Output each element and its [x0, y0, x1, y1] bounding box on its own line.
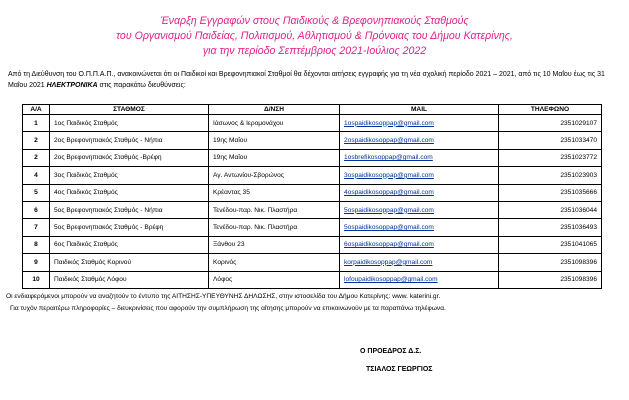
intro-text: Από τη Διεύθυνση του Ο.Π.Π.Α.Π., ανακοινώνεται ότι οι Παιδικοί και Βρεφονηπιακοί Σταθμοί θα δέχονται αιτήσεις εγγραφής για τη νέα σχολική περίοδο 2021 – 2021, από τις 10 Μαΐου έως τις 31 Μαΐου 2021 — [8, 71, 605, 89]
row-phone: 2351023772 — [499, 149, 602, 166]
row-station: 5ος Βρεφονηπιακός Σταθμός - Νήπια — [50, 201, 209, 218]
row-mail-link[interactable]: 4ospaidikosoppap@gmail.com — [340, 184, 499, 201]
row-address: Ιάσωνος & Ιερομονάχου — [209, 115, 340, 132]
row-num: 5 — [23, 184, 50, 201]
row-mail-link[interactable]: lofoupaidikosoppap@gmail.com — [340, 271, 499, 288]
header-address: Δ/ΝΣΗ — [209, 105, 340, 115]
table-row — [23, 132, 602, 149]
intro-emphasis: ΗΛΕΚΤΡΟΝΙΚΑ — [46, 81, 98, 89]
row-num: 6 — [23, 201, 50, 218]
table-row — [23, 236, 602, 253]
row-station: 1ος Παιδικός Σταθμός — [50, 115, 209, 132]
row-mail-link[interactable]: 5ospaidikosoppap@gmail.com — [340, 201, 499, 218]
note-website: Οι ενδιαφερόμενοι μπορούν να αναζητούν το έντυπο της ΑΙΤΗΣΗΣ-ΥΠΕΥΘΥΝΗΣ ΔΗΛΩΣΗΣ, στην ιστοσελίδα του Δήμου Κατερίνης: www. katerini.gr. — [6, 293, 441, 300]
row-num: 4 — [23, 167, 50, 184]
row-num: 7 — [23, 219, 50, 236]
table-header-row — [23, 105, 602, 115]
table-row — [23, 167, 602, 184]
header-mail: MAIL — [340, 105, 499, 115]
row-phone: 2351023903 — [499, 167, 602, 184]
row-mail-link[interactable]: 3ospaidikosoppap@gmail.com — [340, 167, 499, 184]
schools-table — [22, 104, 602, 289]
document-title — [0, 14, 629, 59]
row-address: Αγ. Αντωνίου-Σβορώνος — [209, 167, 340, 184]
signature-name: ΤΣΙΑΛΟΣ ΓΕΩΡΓΙΟΣ — [366, 366, 433, 373]
intro-text-end: στις παρακάτω διευθύνσεις: — [99, 81, 186, 89]
header-num: Α/Α — [23, 105, 50, 115]
title-line-2: του Οργανισμού Παιδείας, Πολιτισμού, Αθλητισμού & Πρόνοιας του Δήμου Κατερίνης, — [116, 30, 513, 42]
row-station: 6ος Παιδικός Σταθμός — [50, 236, 209, 253]
table-row — [23, 149, 602, 166]
row-address: 19ης Μαΐου — [209, 149, 340, 166]
table-row — [23, 271, 602, 288]
row-address: Ξάνθου 23 — [209, 236, 340, 253]
table-row — [23, 115, 602, 132]
row-phone: 2351098396 — [499, 254, 602, 271]
title-line-1: Έναρξη Εγγραφών στους Παιδικούς & Βρεφονηπιακούς Σταθμούς — [160, 15, 469, 27]
row-num: 10 — [23, 271, 50, 288]
row-address: Τενέδου-παρ. Νικ. Πλαστήρα — [209, 201, 340, 218]
row-num: 1 — [23, 115, 50, 132]
row-phone: 2351041065 — [499, 236, 602, 253]
row-num: 9 — [23, 254, 50, 271]
row-num: 8 — [23, 236, 50, 253]
row-address: 19ης Μαΐου — [209, 132, 340, 149]
row-mail-link[interactable]: 5ospaidikosoppap@gmail.com — [340, 219, 499, 236]
row-address: Κρέαντας 35 — [209, 184, 340, 201]
header-station: ΣΤΑΘΜΟΣ — [50, 105, 209, 115]
row-phone: 2351029107 — [499, 115, 602, 132]
row-mail-link[interactable]: 2ospaidikosoppap@gmail.com — [340, 132, 499, 149]
row-station: 4ος Παιδικός Σταθμός — [50, 184, 209, 201]
table-row — [23, 201, 602, 218]
row-station: Παιδικός Σταθμός Λόφου — [50, 271, 209, 288]
row-station: 2ος Βρεφονηπιακός Σταθμός -Βρέφη — [50, 149, 209, 166]
row-station: Παιδικός Σταθμός Κορινού — [50, 254, 209, 271]
row-phone: 2351033470 — [499, 132, 602, 149]
row-phone: 2351036044 — [499, 201, 602, 218]
row-num: 2 — [23, 132, 50, 149]
row-num: 2 — [23, 149, 50, 166]
row-address: Κορινός — [209, 254, 340, 271]
row-phone: 2351098396 — [499, 271, 602, 288]
row-mail-link[interactable]: 1osbrefikosoppap@gmail.com — [340, 149, 499, 166]
row-address: Τενέδου-παρ. Νικ. Πλαστήρα — [209, 219, 340, 236]
row-phone: 2351035666 — [499, 184, 602, 201]
row-mail-link[interactable]: 6ospaidikosoppap@gmail.com — [340, 236, 499, 253]
header-phone: ΤΗΛΕΦΩΝΟ — [499, 105, 602, 115]
row-station: 5ος Βρεφονηπιακός Σταθμός - Βρέφη — [50, 219, 209, 236]
title-line-3: για την περίοδο Σεπτέμβριος 2021-Ιούλιος 2022 — [202, 45, 427, 57]
row-station: 2ος Βρεφονηπιακός Σταθμός - Νήπια — [50, 132, 209, 149]
note-contact: Για τυχόν περαιτέρω πληροφορίες – διευκρινίσεις που αφορούν την συμπλήρωση της αίτησης μπορούν να επικοινωνούν με τα παραπάνω τηλέφωνα. — [10, 305, 446, 312]
table-row — [23, 254, 602, 271]
row-phone: 2351036493 — [499, 219, 602, 236]
table-row — [23, 219, 602, 236]
row-station: 3ος Παιδικός Σταθμός — [50, 167, 209, 184]
table-row — [23, 184, 602, 201]
row-mail-link[interactable]: korpaidikosoppap@gmail.com — [340, 254, 499, 271]
signature-role: Ο ΠΡΟΕΔΡΟΣ Δ.Σ. — [360, 348, 422, 355]
intro-paragraph — [8, 70, 619, 91]
row-mail-link[interactable]: 1ospaidikosoppap@gmail.com — [340, 115, 499, 132]
row-address: Λόφος — [209, 271, 340, 288]
